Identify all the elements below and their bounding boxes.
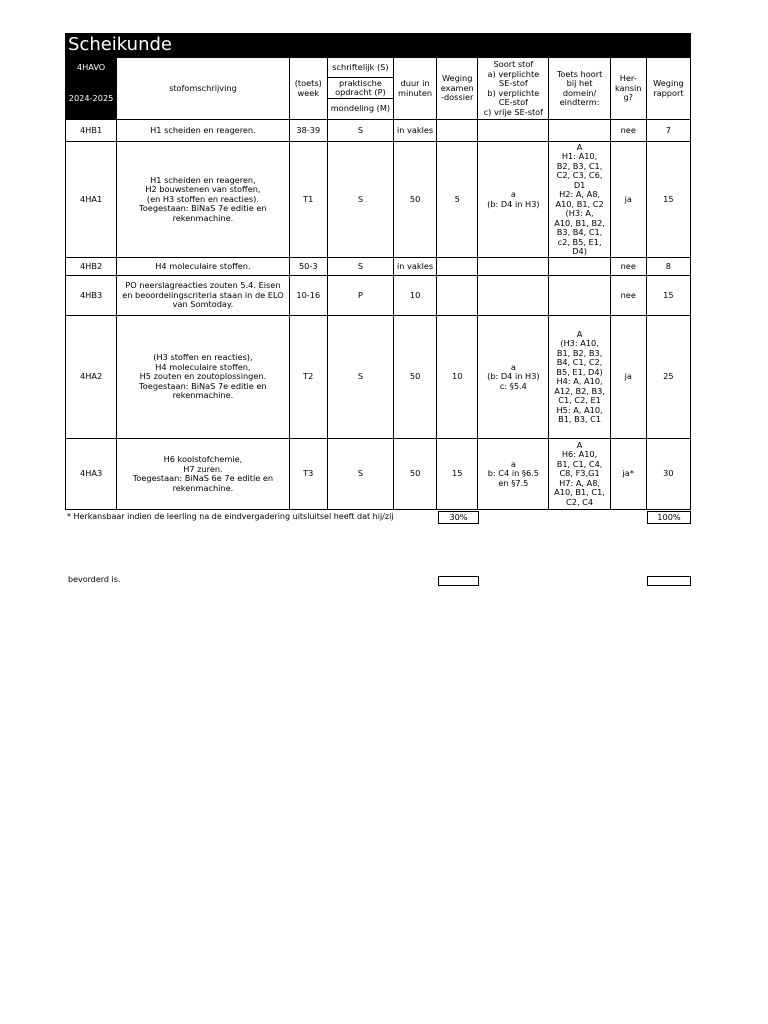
text-line: minuten [398,87,433,98]
text-line: a) verplichte [487,68,540,79]
row-duur: 10 [394,276,437,316]
row-weging-rapport: 8 [646,258,690,276]
row-weging-rapport: 15 [646,142,690,258]
empty-box-examen [438,576,479,586]
table-row [66,120,691,142]
text-line: C1, C2, E1 [558,395,601,405]
text-line: en §7.5 [498,477,529,488]
text-line: (b: D4 in H3) [487,198,540,209]
page-title: Scheikunde [65,33,691,57]
row-soort-stof [478,142,549,258]
row-soort-stof [478,439,549,510]
header-type-m: mondeling (M) [327,99,393,120]
bevorderd-text: bevorderd is. [68,575,121,584]
text-line: A [576,141,583,152]
row-code: 4HB1 [66,120,117,142]
row-herkansing: nee [610,258,646,276]
text-line: H1 scheiden en reageren. [150,124,256,135]
text-line: (H3: A, [565,208,594,218]
row-omschrijving [117,316,290,439]
pta-table [65,57,691,510]
row-herkansing: ja* [610,439,646,510]
row-omschrijving [117,120,290,142]
row-week: 38-39 [289,120,327,142]
row-weging-rapport: 25 [646,316,690,439]
row-code: 4HB3 [66,276,117,316]
row-soort-stof [478,316,549,439]
text-line: H2 bouwstenen van stoffen, [145,184,261,195]
row-weging-examen: 15 [437,439,478,510]
text-line: CE-stof [498,97,528,107]
header-duur [394,58,437,120]
text-line: a [510,458,516,469]
row-soort-stof [478,258,549,276]
row-week: T1 [289,142,327,258]
text-line: Toegestaan: BiNaS 6e 7e editie en [132,473,274,483]
header-stofomschrijving: stofomschrijving [117,58,290,120]
text-line: C2, C4 [566,496,594,507]
row-weging-examen [437,276,478,316]
text-line: Toets hoort [556,68,603,79]
row-type: S [327,316,393,439]
row-duur: in vakles [394,120,437,142]
header-week [289,58,327,120]
text-line: (toets) [294,78,322,88]
text-line: PO neerslagreacties zouten 5.4. Eisen [125,280,281,291]
total-examen: 30% [438,511,479,524]
text-line: H7: A, A8, [559,477,601,488]
text-line: b) verplichte [487,87,540,98]
text-line: Her- [619,73,637,84]
row-week: T3 [289,439,327,510]
text-line: a [510,189,516,199]
text-line: c2, B5, E1, [557,236,602,247]
text-line: kansin [614,82,642,93]
row-domein [549,120,610,142]
class-label: 4HAVO [66,58,117,78]
text-line: Toegestaan: BiNaS 7e editie en [139,380,267,391]
row-code: 4HB2 [66,258,117,276]
row-domein [549,258,610,276]
text-line: C8, F3,G1 [559,468,600,479]
text-line: H6: A10, [561,449,598,460]
row-domein [549,276,610,316]
text-line: b: C4 in §6.5 [487,468,540,479]
year-label: 2024-2025 [66,78,117,120]
row-soort-stof [478,276,549,316]
text-line: rekenmachine. [172,390,234,401]
text-line: B1, B3, C1 [558,414,602,424]
row-week: T2 [289,316,327,439]
text-line: (en H3 stoffen en reacties). [146,193,259,204]
text-line: B4, C1, C2, [556,357,603,367]
row-weging-rapport: 15 [646,276,690,316]
text-line: g? [623,92,633,103]
table-row [66,276,691,316]
text-line: H1: A10, [561,151,598,161]
header-type-s: schriftelijk (S) [327,58,393,78]
text-line: a [510,361,516,372]
row-omschrijving [117,439,290,510]
text-line: rekenmachine. [172,212,234,223]
text-line: D1 [573,179,586,190]
row-weging-examen: 10 [437,316,478,439]
row-domein [549,316,610,439]
row-omschrijving [117,142,290,258]
text-line: praktische [339,77,382,88]
header-type-p [327,78,393,99]
text-line: H4 moleculaire stoffen. [155,260,251,271]
row-type: S [327,120,393,142]
footnote: * Herkansbaar indien de leerling na de eindvergadering uitsluitsel heeft dat hij/zij [67,512,394,521]
text-line: H4 moleculaire stoffen, [155,361,251,372]
text-line: -dossier [441,92,474,103]
row-type: S [327,142,393,258]
text-line: (H3: A10, [560,338,599,348]
row-omschrijving [117,276,290,316]
row-soort-stof [478,120,549,142]
text-line: H5 zouten en zoutoplossingen. [139,371,267,382]
text-line: H1 scheiden en reageren, [150,174,256,185]
text-line: H7 zuren. [183,463,223,474]
text-line: c) vrije SE-stof [483,106,544,117]
text-line: (H3 stoffen en reacties), [153,352,253,363]
text-line: domein/ [562,87,597,98]
text-line: A12, B2, B3, [554,385,605,396]
table-row [66,258,691,276]
row-weging-examen [437,258,478,276]
text-line: B5, E1, D4) [556,366,603,377]
total-rapport: 100% [647,511,691,524]
row-duur: 50 [394,142,437,258]
text-line: c: §5.4 [499,380,527,391]
text-line: SE-stof [499,78,528,88]
row-code: 4HA3 [66,439,117,510]
text-line: Weging [653,78,684,88]
row-weging-rapport: 30 [646,439,690,510]
table-row [66,439,691,510]
row-weging-rapport: 7 [646,120,690,142]
row-weging-examen [437,120,478,142]
text-line: B3, B4, C1, [556,227,603,237]
text-line: en beoordelingscriteria staan in de ELO [122,289,284,300]
text-line: bij het [566,78,593,88]
row-omschrijving [117,258,290,276]
row-duur: 50 [394,439,437,510]
text-line: van Somtoday. [172,299,234,310]
header-weging-examen [437,58,478,120]
text-line: rekenmachine. [172,482,234,493]
row-week: 10-16 [289,276,327,316]
text-line: H6 koolstofchemie, [163,454,243,464]
text-line: rapport [653,87,684,98]
empty-box-rapport [647,576,691,586]
text-line: eindterm: [559,97,600,107]
text-line: week [297,87,320,98]
header-weging-rapport [646,58,690,120]
text-line: A [576,328,583,339]
row-herkansing: nee [610,276,646,316]
row-type: P [327,276,393,316]
text-line: A [576,439,583,450]
text-line: H5: A, A10, [556,404,603,415]
header-toets-hoort [549,58,610,120]
row-weging-examen: 5 [437,142,478,258]
row-herkansing: ja [610,142,646,258]
row-herkansing: ja [610,316,646,439]
table-row [66,142,691,258]
text-line: opdracht (P) [335,87,386,97]
header-herkansing [610,58,646,120]
table-row [66,316,691,439]
text-line: (b: D4 in H3) [487,371,540,382]
row-herkansing: nee [610,120,646,142]
row-duur: in vakles [394,258,437,276]
row-week: 50-3 [289,258,327,276]
text-line: Soort stof [493,59,534,69]
text-line: Weging [441,73,473,84]
text-line: B2, B3, C1, [556,160,603,171]
text-line: D4) [572,246,587,256]
row-type: S [327,258,393,276]
text-line: A10, B1, B2, [554,217,605,228]
row-code: 4HA2 [66,316,117,439]
row-code: 4HA1 [66,142,117,258]
header-soort-stof [478,58,549,120]
text-line: H2: A, A8, [559,189,601,199]
text-line: B1, B2, B3, [556,347,603,358]
text-line: B1, C1, C4, [556,458,603,469]
row-domein [549,439,610,510]
text-line: examen [440,82,474,93]
row-domein [549,142,610,258]
text-line: A10, B1, C2 [555,198,604,209]
text-line: C2, C3, C6, [556,170,603,180]
text-line: duur in [400,78,430,88]
text-line: A10, B1, C1, [554,487,605,498]
row-type: S [327,439,393,510]
row-duur: 50 [394,316,437,439]
text-line: H4: A, A10, [556,376,603,386]
text-line: Toegestaan: BiNaS 7e editie en [139,203,267,214]
